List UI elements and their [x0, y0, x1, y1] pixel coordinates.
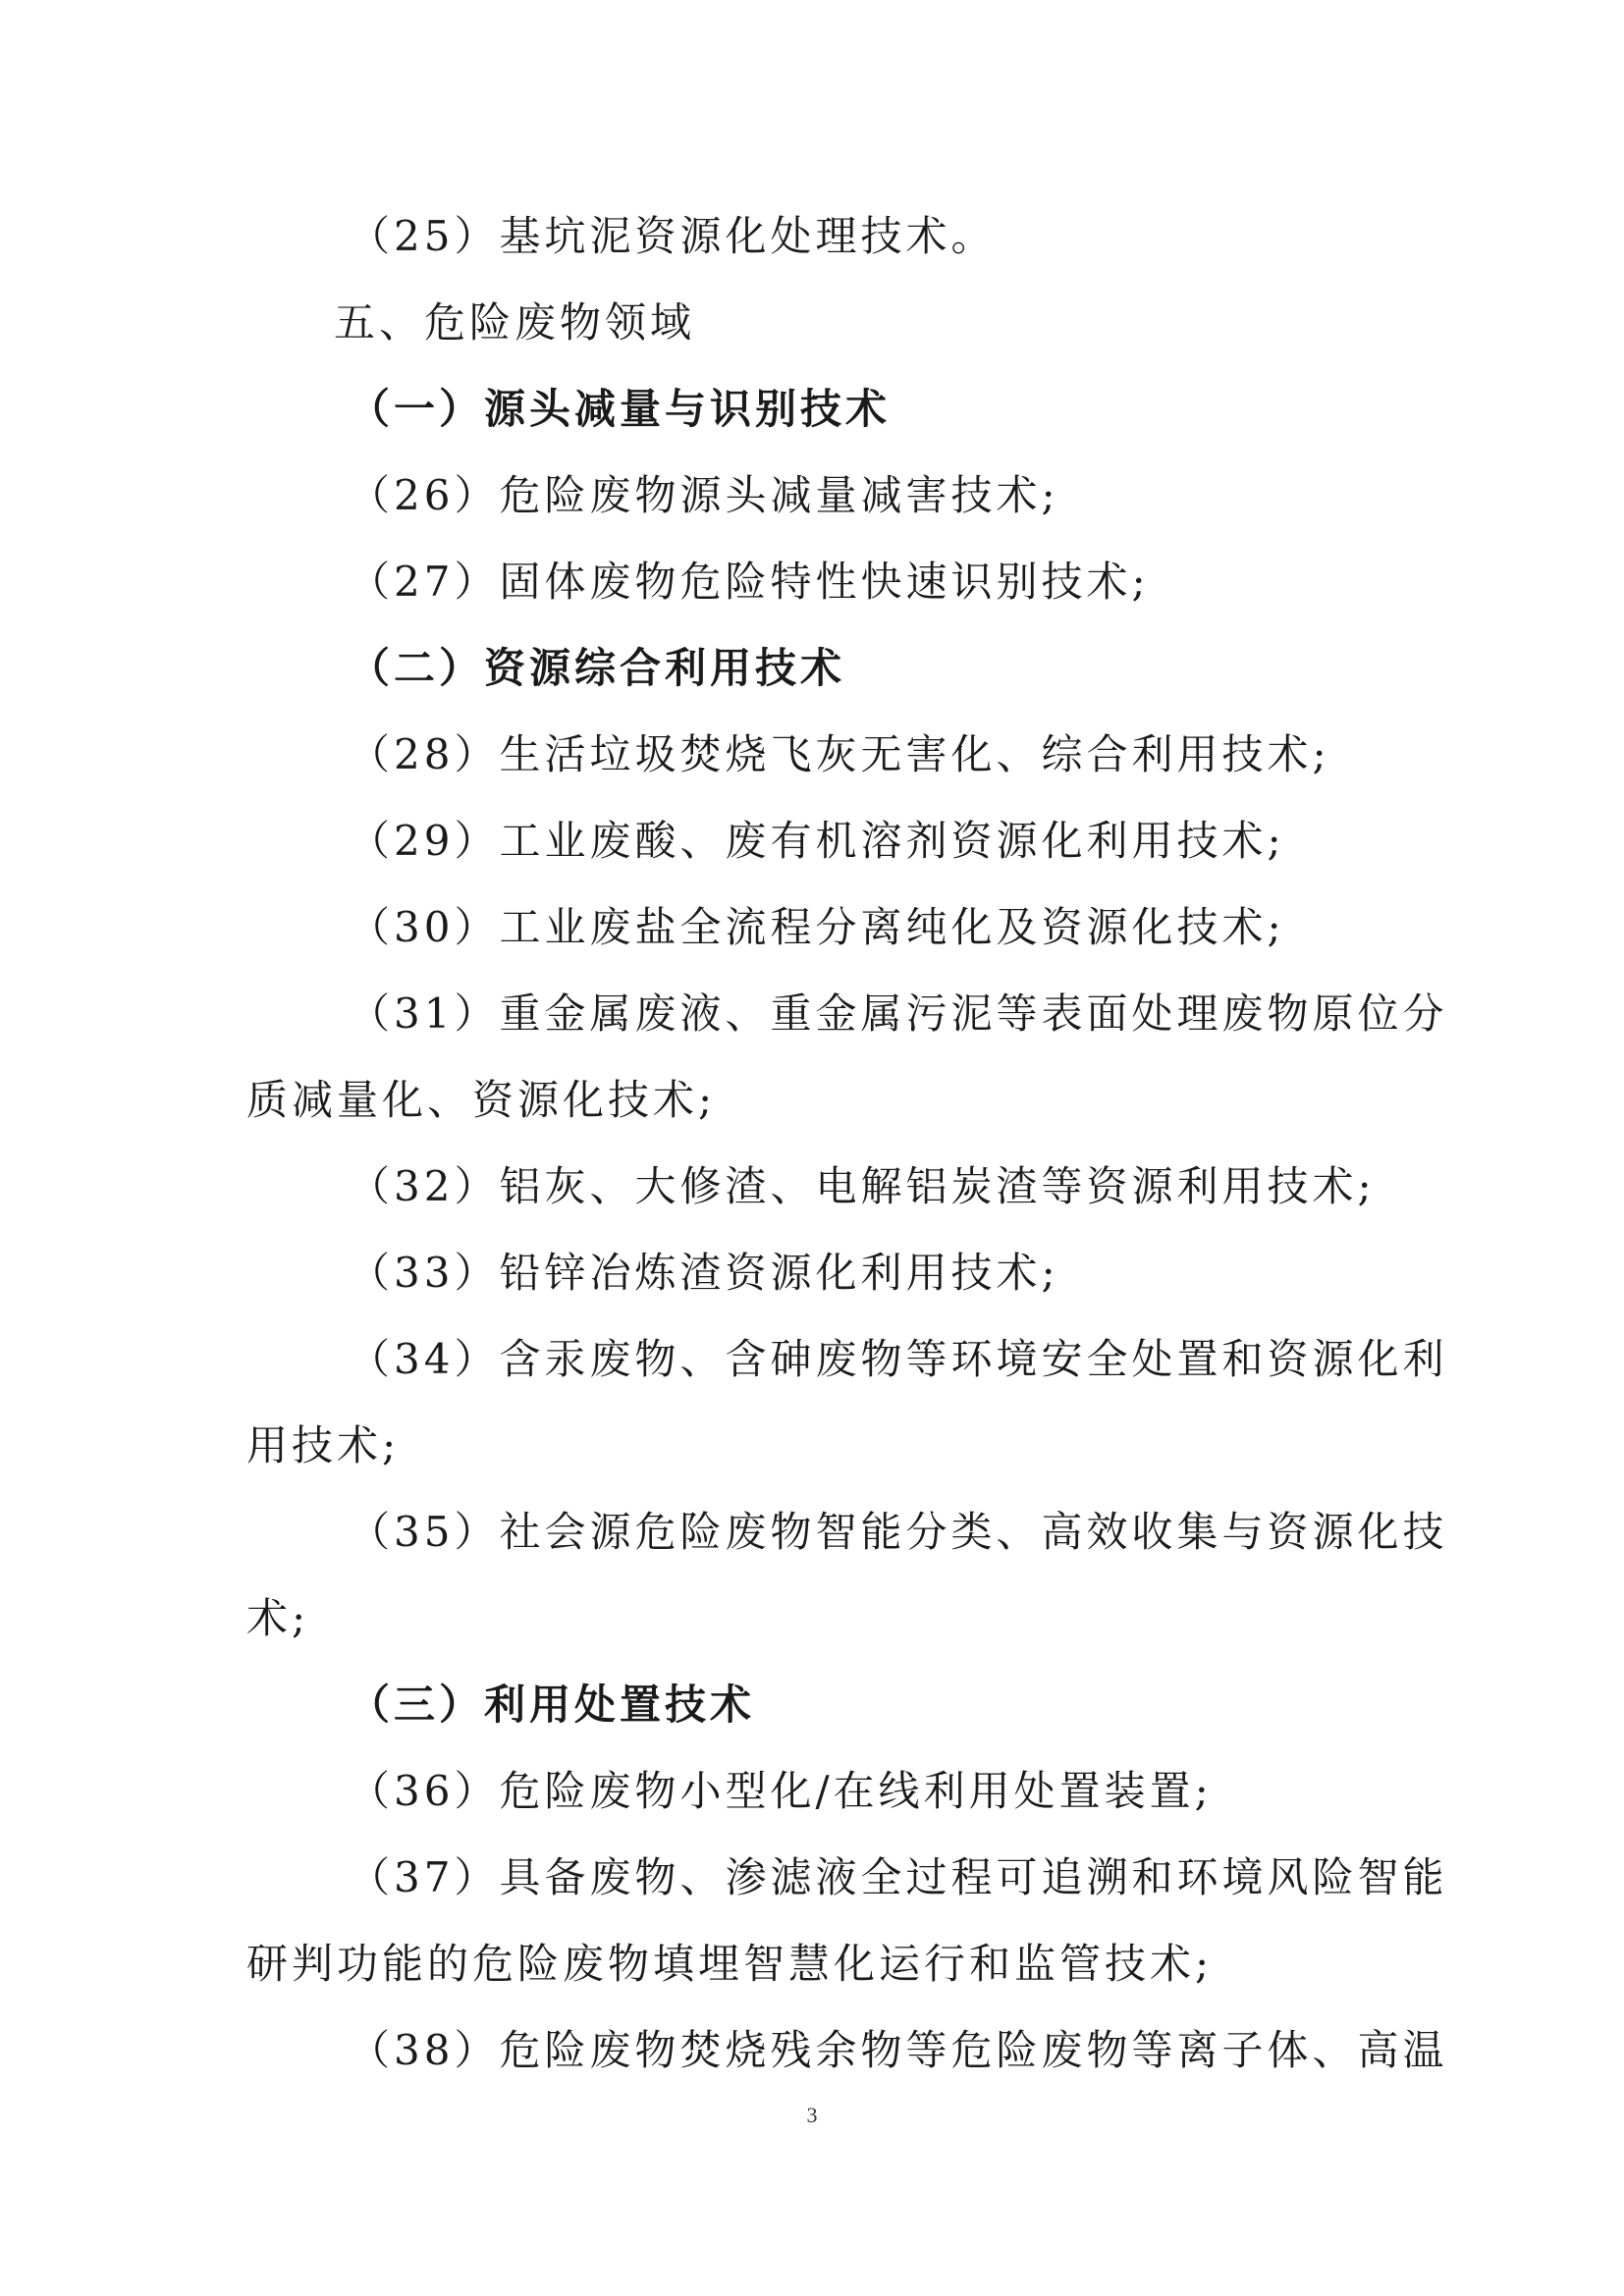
item-37-continued: 研判功能的危险废物填埋智慧化运行和监管技术; — [246, 1940, 1214, 1988]
item-28: （28）生活垃圾焚烧飞灰无害化、综合利用技术; — [349, 730, 1330, 778]
subsection-heading-1: （一）源头减量与识别技术 — [349, 385, 892, 433]
item-35: （35）社会源危险废物智能分类、高效收集与资源化技 — [349, 1508, 1448, 1556]
item-35-continued: 术; — [246, 1594, 310, 1642]
item-37: （37）具备废物、渗滤液全过程可追溯和环境风险智能 — [349, 1853, 1448, 1901]
section-heading-hazardous-waste: 五、危险废物领域 — [334, 298, 696, 347]
item-32: （32）铝灰、大修渣、电解铝炭渣等资源利用技术; — [349, 1162, 1376, 1210]
item-27: （27）固体废物危险特性快速识别技术; — [349, 558, 1150, 606]
item-29: （29）工业废酸、废有机溶剂资源化利用技术; — [349, 817, 1285, 865]
item-36: （36）危险废物小型化/在线利用处置装置; — [349, 1767, 1213, 1815]
item-38: （38）危险废物焚烧残余物等危险废物等离子体、高温 — [349, 2026, 1448, 2074]
item-30: （30）工业废盐全流程分离纯化及资源化技术; — [349, 903, 1285, 951]
subsection-heading-2: （二）资源综合利用技术 — [349, 644, 846, 692]
item-31-continued: 质减量化、资源化技术; — [246, 1076, 717, 1124]
item-34-continued: 用技术; — [246, 1421, 401, 1469]
item-34: （34）含汞废物、含砷废物等环境安全处置和资源化利 — [349, 1335, 1448, 1383]
page-number: 3 — [806, 2103, 818, 2127]
item-25: （25）基坑泥资源化处理技术。 — [349, 212, 997, 260]
item-33: （33）铅锌冶炼渣资源化利用技术; — [349, 1249, 1059, 1297]
subsection-heading-3: （三）利用处置技术 — [349, 1681, 756, 1729]
item-31: （31）重金属废液、重金属污泥等表面处理废物原位分 — [349, 989, 1448, 1038]
item-26: （26）危险废物源头减量减害技术; — [349, 471, 1059, 519]
